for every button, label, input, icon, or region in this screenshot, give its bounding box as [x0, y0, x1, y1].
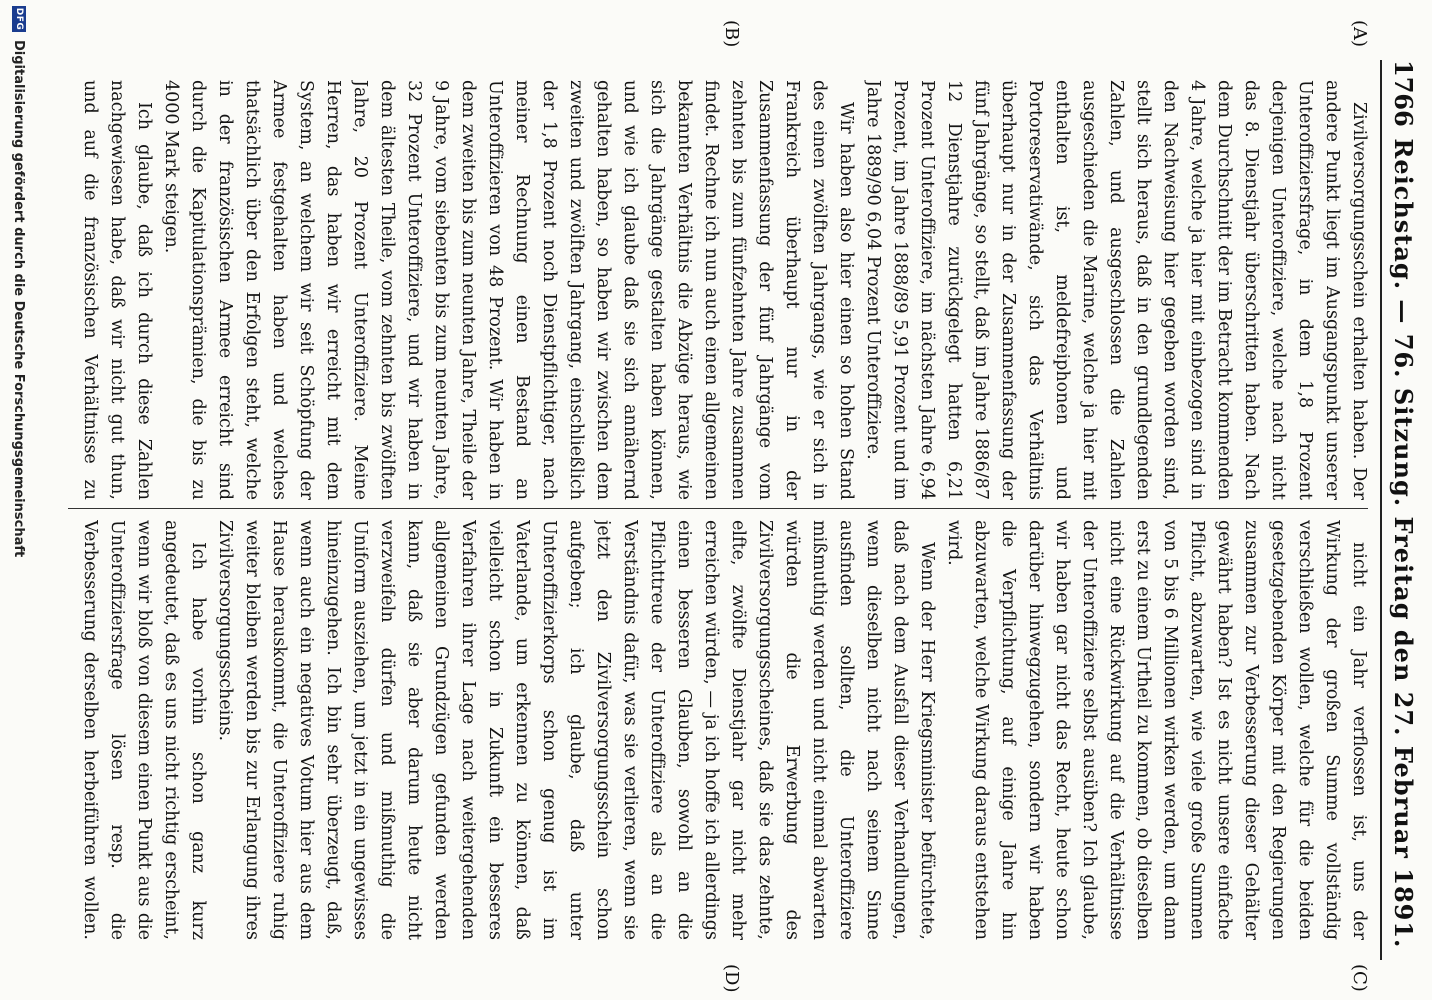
left-text-column — [72, 80, 1372, 500]
margin-mark-d: (D) — [721, 964, 742, 993]
dfg-logo: DFG — [14, 7, 24, 31]
credit-text: Digitalisierung gefördert durch die Deutsche Forschungsgemeinschaft — [11, 40, 27, 558]
margin-mark-c: (C) — [1349, 964, 1370, 992]
right-text-column — [72, 520, 1372, 940]
running-title: Reichstag. — 76. Sitzung. Freitag den 27. Februar 1891. — [1389, 138, 1419, 949]
paragraph: Zivilversorgungsschein erhalten haben. Der andere Punkt liegt im Ausgangspunkt unserer Unteroffiziersfrage, in dem 1,8 Prozent derjenigen Unteroffiziere, welche nach nicht das 8. Dienstjahr überschritten haben. Nach dem Durchschnitt der im Betracht kommenden 4 Jahre, welche ja hier mit einbezogen sind in den Nachweisung hier gegeben worden sind, stellt sich heraus, daß in den grundlegenden Zahlen, und ausgeschlossen die Zahlen ausgeschieden die Marine, welche ja hier mit enthalten ist, meldefreiphonen und Portoreservatiwände, sich das Verhältnis überhaupt nur in der Zusammenfassung der fünf Jahrgänge, so stellt, daß im Jahre 1886/87 12 Dienstjahre zurückgelegt hatten 6,21 Prozent Unteroffiziere, im nächsten Jahre 6,94 Prozent, im Jahre 1888/89 5,91 Prozent und im Jahre 1889/90 6,04 Prozent Unteroffiziere. — [863, 80, 1369, 500]
paragraph: Wir haben also hier einen so hohen Stand des einen zwölften Jahrgangs, wie er sich in Frankreich überhaupt nur in der Zusammenfassung der fünf Jahrgänge vom zehnten bis zum fünfzehnten Jahre zusammen findet. Rechne ich nun auch einen allgemeinen bekannten Verhältnis die Abzüge heraus, wie sich die Jahrgänge gestalten haben können, und wie ich glaube daß sie sich annähernd gehalten haben, so haben wir zwischen dem zweiten und zwölften Jahrgang, einschließlich der 1,8 Prozent noch Dienstpflichtiger, nach meiner Rechnung einen Bestand an Unteroffizieren von 48 Prozent. Wir haben in dem zweiten bis zum neunten Jahre, Theile der 9 Jahre, vom siebenten bis zum neunten Jahre, 32 Prozent Unteroffiziere, und wir haben in dem ältesten Theile, vom zehnten bis zwölften Jahre, 20 Prozent Unteroffiziere. Meine Herren, das haben wir erreicht mit dem System, an welchem wir seit Schöpfung der Armee festgehalten haben und welches thatsächlich über den Erfolgen steht, welche in der französischen Armee erreicht sind durch die Kapitulationsprämien, die bis zu 4000 Mark steigen. — [161, 80, 856, 500]
paragraph: nicht ein Jahr verflossen ist, uns der Wirkung der großen Summe vollständig verschließen wollen, welche für die beiden gesetzgebenden Körper mit den Regierungen zusammen zur Verbesserung dieser Gehälter gewährt haben? Ist es nicht unsere einfache Pflicht, abzuwarten, wie viele große Summen von 5 bis 6 Millionen wirken werden, um dann erst zu einem Urtheil zu kommen, ob dieselben nicht eine Rückwirkung auf die Verhältnisse der Unteroffiziere selbst ausüben? Ich glaube, wir haben gar nicht das Recht, heute schon darüber hinwegzugehen, sondern wir haben die Verpflichtung, auf einige Jahre hin abzuwarten, welche Wirkung daraus entstehen wird. — [944, 520, 1369, 940]
margin-mark-a: (A) — [1349, 20, 1370, 48]
column-divider — [68, 508, 1368, 509]
header-rule — [1380, 60, 1382, 960]
paragraph: Wenn der Herr Kriegsminister befürchtete, daß nach dem Ausfall dieser Verhandlungen, wenn dieselben nicht nach seinem Sinne ausfinden sollten, die Unteroffiziere mißmuthig werden und nicht einmal abwarten würden die Erwerbung des Zivilversorgungsscheines, daß sie das zehnte, elfte, zwölfte Dienstjahr gar nicht mehr erreichen würden, — ja ich hoffe ich allerdings einen besseren Glauben, sowohl an die Pflichttreue der Unteroffiziere als an die Verständnis dafür, was sie verlieren, wenn sie jetzt den Zivilversorgungsschein schon aufgeben; ich glaube, daß unter Unteroffizierkorps schon genug ist im Vaterlande, um erkennen zu können, daß vielleicht schon in Zukunft ein besseres Verfahren ihrer Lage nach weitergehenden allgemeinen Grundzügen gefunden werden kann, daß sie aber darum heute nicht verzweifeln dürfen und mißmuthig die Uniform ausziehen, um jetzt in ein ungewisses hineinzugehen. Ich bin sehr überzeugt, daß, wenn auch ein negatives Votum hier aus dem Hause herauskommt, die Unteroffiziere ruhig weiter bleiben werden bis zur Erlangung ihres Zivilversorgungsscheins. — [215, 520, 937, 940]
margin-mark-b: (B) — [721, 20, 742, 48]
paragraph: Ich habe vorhin schon ganz kurz angedeutet, daß es uns nicht richtig erscheint, wenn wir bloß von diesem einen Punkt aus die Unteroffiziersfrage lösen resp. die Verbesserung derselben herbeiführen wollen. — [80, 520, 208, 940]
digitization-credit — [6, 0, 32, 1000]
page-header — [1384, 60, 1424, 960]
page-number: 1766 — [1389, 60, 1419, 127]
paragraph: Ich glaube, daß ich durch diese Zahlen nachgewiesen habe, daß wir nicht gut thun, und auf die französischen Verhältnisse zu — [80, 80, 154, 500]
